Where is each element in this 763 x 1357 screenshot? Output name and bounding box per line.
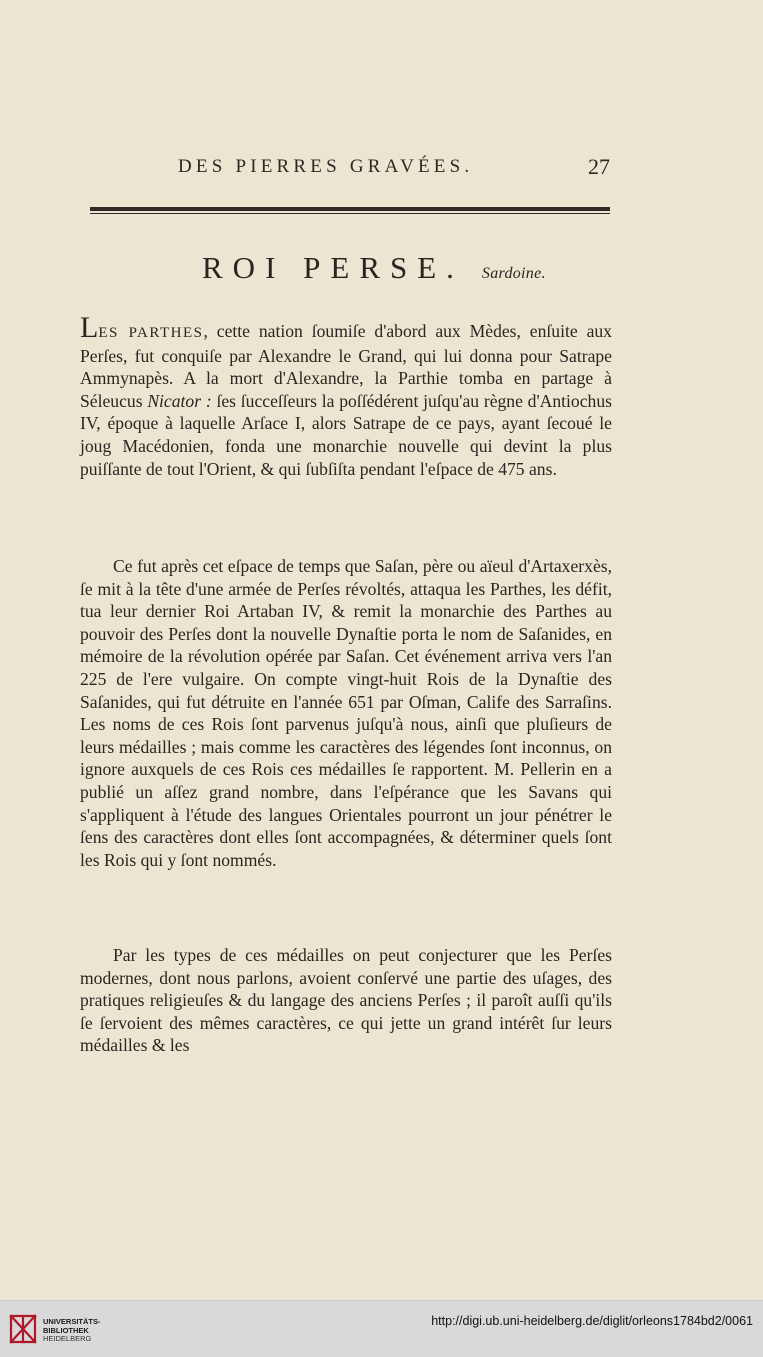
library-name (43, 1318, 101, 1344)
library-logo-icon (8, 1311, 38, 1347)
library-name-line-2: BIBLIOTHEK (43, 1325, 89, 1335)
paragraph-2-text: Ce fut après cet eſpace de temps que Saſan, père ou aïeul d'Artaxerxès, ſe mit à la tête d'une armée de Perſes révoltés, attaqua les Parthes, les défit, tua leur dernier Roi Artaban IV, & remit la monarchie des Parthes au pouvoir des Perſes dont la nouvelle Dynaſtie porta le nom de Saſanides, en mémoire de la révolution opérée par Saſan. Cet événement arriva vers l'an 225 de l'ere vulgaire. On compte vingt-huit Rois de la Dynaſtie des Saſanides, qui fut détruite en l'année 651 par Oſman, Calife des Sarraſins. Les noms de ces Rois ſont parvenus juſqu'à nous, ainſi que pluſieurs de leurs médailles ; mais comme les caractères des légendes ſont inconnus, on ignore auxquels de ces Rois ces médailles ſe rapportent. M. Pellerin en a publié un aſſez grand nombre, dans l'eſpérance que les Savans qui s'appliquent à l'étude des langues Orientales pourront un jour pénétrer le ſens des caractères dont elles ſont accompagnées, & déterminer quels ſont les Rois qui y ſont nommés. (80, 556, 612, 870)
paragraph-1-italic: Nicator : (147, 390, 212, 411)
header-rule-thin (90, 213, 610, 214)
paragraph-1 (80, 311, 612, 480)
running-head (0, 150, 763, 190)
section-title (202, 250, 546, 286)
viewer-footer (0, 1300, 763, 1357)
library-name-line-3: HEIDELBERG (43, 1334, 92, 1343)
paragraph-3 (80, 944, 612, 1057)
section-title-text: ROI PERSE. (202, 250, 464, 285)
paragraph-2 (80, 555, 612, 871)
page-number: 27 (588, 154, 610, 179)
paragraph-3-text: Par les types de ces médailles on peut conjecturer que les Perſes modernes, dont nous parlons, avoient conſervé une partie des uſages, des pratiques religieuſes & du langage des anciens Perſes ; il paroît auſſi qu'ils ſe ſervoient des mêmes caractères, ce qui jette un grand intérêt ſur leurs médailles & les (80, 945, 612, 1056)
library-name-line-1: UNIVERSITÄTS- (43, 1317, 101, 1326)
paragraph-1-text-b: ſes ſucceſſeurs la poſſédérent juſqu'au règne d'Antiochus IV, époque à laquelle Arſace I, alors Satrape de ce pays, ayant ſecoué le joug Macédonien, fonda une monarchie nouvelle qui devint la plus puiſſante de tout l'Orient, & qui ſubſiſta pendant l'eſpace de 475 ans. (80, 390, 612, 479)
header-rule-thick (90, 207, 610, 211)
small-caps-run: ES PARTHES (98, 325, 204, 341)
running-title: DES PIERRES GRAVÉES. (178, 156, 474, 177)
paragraph-1-text-a: , cette nation ſoumiſe d'abord aux Mèdes, enſuite aux Perſes, fut conquiſe par Alexandre le Grand, qui lui donna pour Satrape Ammynapès. A la mort d'Alexandre, la Parthie tomba en partage à Séleucus (80, 321, 612, 411)
drop-cap: L (80, 311, 99, 344)
section-material: Sardoine. (481, 265, 546, 282)
permalink-url[interactable]: http://digi.ub.uni-heidelberg.de/diglit/orleons1784bd2/0061 (431, 1314, 753, 1328)
